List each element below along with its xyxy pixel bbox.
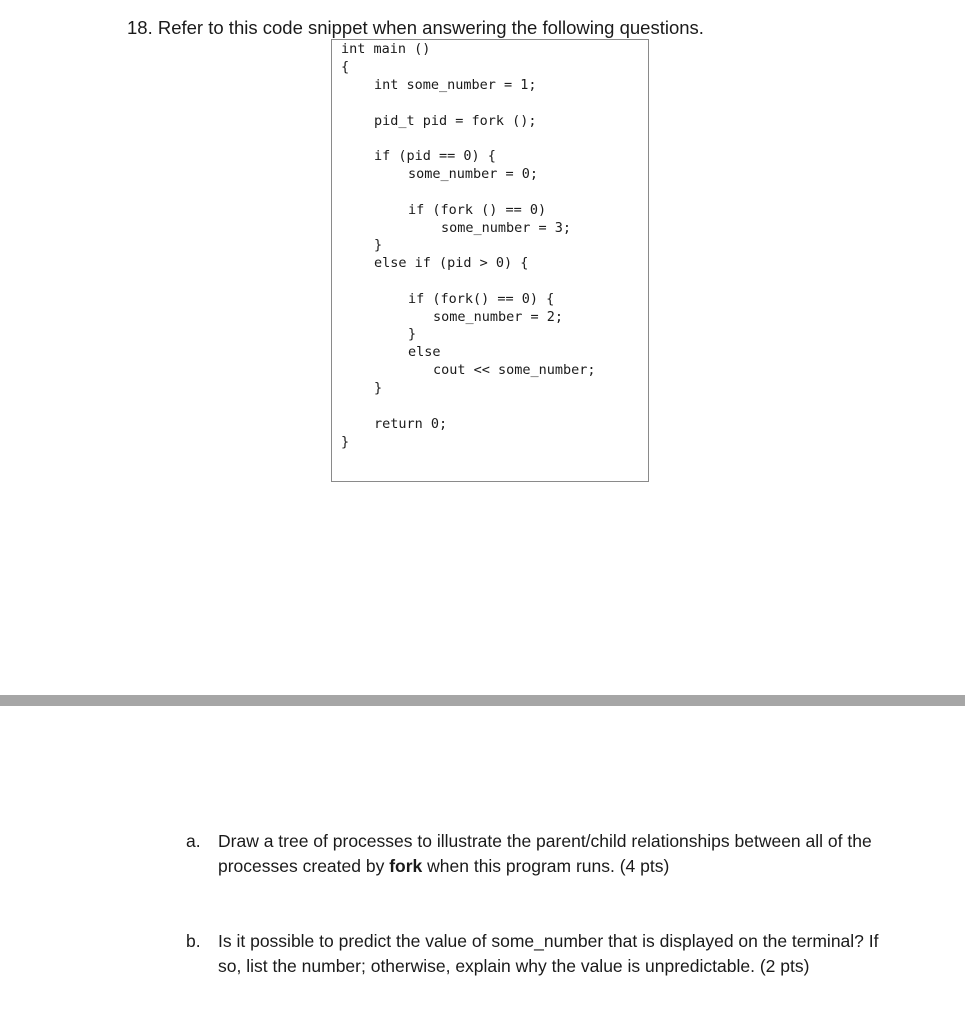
code-line: } bbox=[341, 434, 350, 450]
code-line: return 0; bbox=[374, 416, 448, 432]
code-line: int some_number = 1; bbox=[374, 77, 537, 93]
code-line: if (fork() == 0) { bbox=[408, 291, 555, 307]
code-line: if (pid == 0) { bbox=[374, 148, 496, 164]
code-line: else if (pid > 0) { bbox=[374, 255, 529, 271]
question-number: 18. bbox=[127, 17, 153, 38]
part-text: Draw a tree of processes to illustrate the parent/child relationships between all of the processes created by fork when this program runs. (4 pts) bbox=[218, 831, 872, 876]
code-line: some_number = 3; bbox=[441, 220, 572, 236]
code-line: } bbox=[408, 326, 417, 342]
code-line: int main () bbox=[341, 41, 431, 57]
code-line: some_number = 2; bbox=[433, 309, 564, 325]
page-divider bbox=[0, 695, 965, 706]
code-line: } bbox=[374, 237, 383, 253]
code-line: some_number = 0; bbox=[408, 166, 539, 182]
question-text: Refer to this code snippet when answering the following questions. bbox=[157, 17, 704, 38]
part-text: Is it possible to predict the value of some_number that is displayed on the terminal? If so, list the number; otherwise, explain why the value is unpredictable. (2 pts) bbox=[218, 931, 879, 976]
question-heading bbox=[127, 16, 767, 40]
code-line: } bbox=[374, 380, 383, 396]
part-a bbox=[186, 829, 886, 879]
code-line: else bbox=[408, 344, 441, 360]
code-line: { bbox=[341, 59, 350, 75]
code-line: cout << some_number; bbox=[433, 362, 596, 378]
code-snippet-box bbox=[331, 39, 649, 482]
part-letter: a. bbox=[186, 831, 201, 851]
part-letter: b. bbox=[186, 931, 201, 951]
part-b bbox=[186, 929, 886, 979]
code-line: pid_t pid = fork (); bbox=[374, 113, 537, 129]
code-line: if (fork () == 0) bbox=[408, 202, 547, 218]
